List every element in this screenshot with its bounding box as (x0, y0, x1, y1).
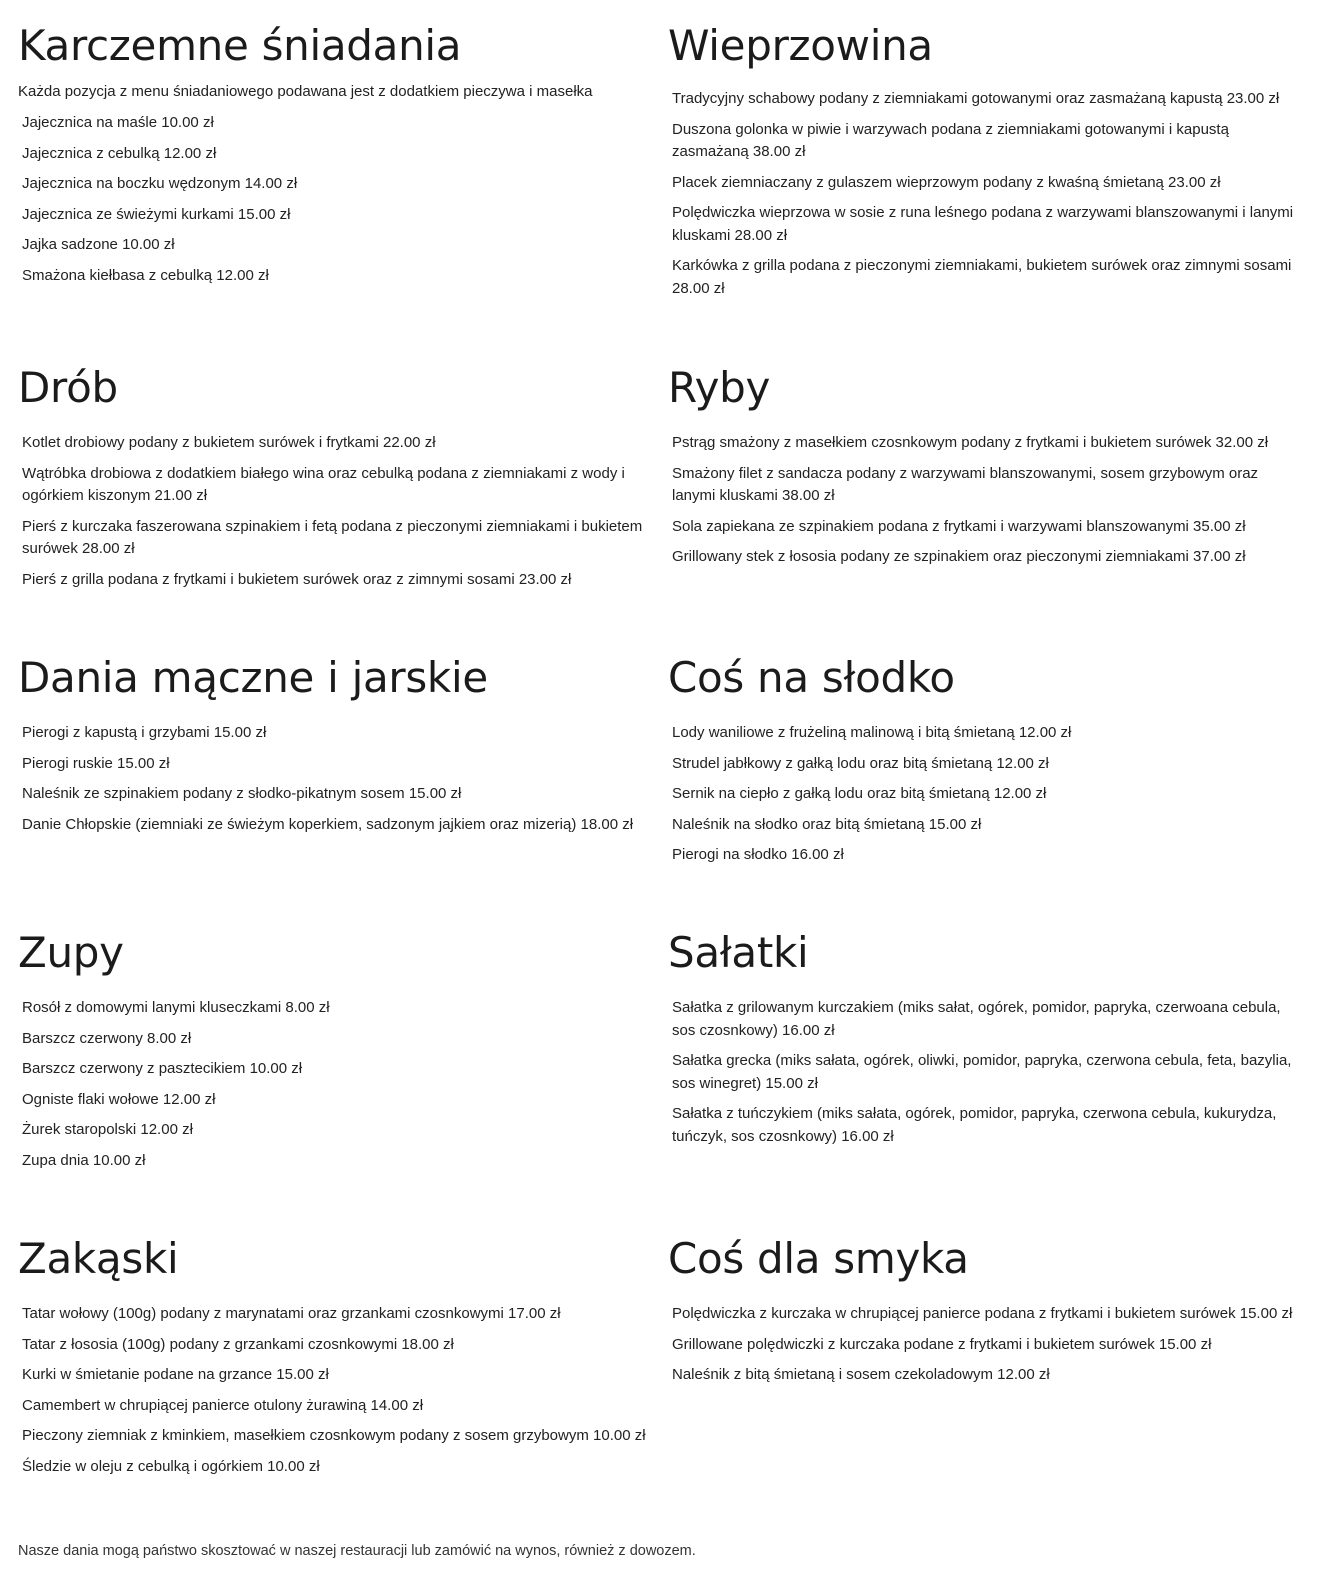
section-title: Coś dla smyka (668, 1234, 969, 1283)
menu-item: Lody waniliowe z frużeliną malinową i bitą śmietaną 12.00 zł (672, 724, 1072, 741)
menu-item: Tradycyjny schabowy podany z ziemniakami gotowanymi oraz zasmażaną kapustą 23.00 zł (672, 90, 1280, 107)
menu-item: Jajecznica ze świeżymi kurkami 15.00 zł (22, 205, 291, 223)
menu-item: Naleśnik na słodko oraz bitą śmietaną 15.00 zł (672, 815, 982, 833)
menu-item: Barszcz czerwony 8.00 zł (22, 1029, 192, 1047)
menu-item: Naleśnik z bitą śmietaną i sosem czekoladowym 12.00 zł (672, 1366, 1050, 1383)
menu-item: Wątróbka drobiowa z dodatkiem białego wina oraz cebulką podana z ziemniakami z wody i ogórkiem kiszonym 21.00 zł (22, 464, 625, 504)
menu-item: Zupa dnia 10.00 zł (22, 1151, 146, 1169)
menu-item: Pierogi na słodko 16.00 zł (672, 846, 844, 863)
menu-list (18, 997, 648, 1172)
menu-item: Sernik na ciepło z gałką lodu oraz bitą śmietaną 12.00 zł (672, 785, 1047, 802)
menu-item: Sałatka z tuńczykiem (miks sałata, ogórek, pomidor, papryka, czerwona cebula, kukurydza, tuńczyk, sos czosnkowy) 16.00 zł (672, 1105, 1277, 1145)
menu-item: Pierogi ruskie 15.00 zł (22, 754, 170, 772)
footer-note: Nasze dania mogą państwo skosztować w naszej restauracji lub zamówić na wynos, również z dowozem. (18, 1543, 696, 1559)
menu-item: Polędwiczka wieprzowa w sosie z runa leśnego podana z warzywami blanszowanymi i lanymi kluskami 28.00 zł (672, 204, 1294, 244)
menu-item: Jajecznica z cebulką 12.00 zł (22, 144, 217, 162)
menu-item: Polędwiczka z kurczaka w chrupiącej panierce podana z frytkami i bukietem surówek 15.00 zł (672, 1305, 1293, 1322)
menu-list (668, 722, 1298, 867)
menu-item: Naleśnik ze szpinakiem podany z słodko-pikatnym sosem 15.00 zł (22, 785, 462, 802)
menu-item: Rosół z domowymi lanymi kluseczkami 8.00 zł (22, 999, 330, 1016)
section-appetizers (18, 1233, 648, 1486)
section-title: Ryby (668, 363, 771, 412)
menu-item: Camembert w chrupiącej panierce otulony żurawiną 14.00 zł (22, 1396, 424, 1414)
section-title: Coś na słodko (668, 653, 955, 702)
menu-item: Jajka sadzone 10.00 zł (22, 236, 175, 253)
section-title: Zupy (18, 928, 124, 977)
menu-item: Pierogi z kapustą i grzybami 15.00 zł (22, 724, 267, 741)
menu-item: Jajecznica na maśle 10.00 zł (22, 114, 214, 131)
menu-item: Smażona kiełbasa z cebulką 12.00 zł (22, 266, 269, 284)
menu-item: Grillowane polędwiczki z kurczaka podane z frytkami i bukietem surówek 15.00 zł (672, 1335, 1212, 1353)
section-soups (18, 927, 648, 1180)
menu-item: Pstrąg smażony z masełkiem czosnkowym podany z frytkami i bukietem surówek 32.00 zł (672, 434, 1269, 451)
section-title: Karczemne śniadania (18, 21, 462, 70)
section-fish (668, 362, 1298, 577)
section-salads (668, 927, 1298, 1156)
section-title: Zakąski (18, 1234, 179, 1283)
section-flour-vegetarian (18, 652, 648, 844)
menu-item: Duszona golonka w piwie i warzywach podana z ziemniakami gotowanymi i kapustą zasmażaną 38.00 zł (672, 120, 1229, 160)
menu-list (668, 1303, 1298, 1387)
section-title: Sałatki (668, 928, 809, 977)
menu-item: Sałatka grecka (miks sałata, ogórek, oliwki, pomidor, papryka, czerwona cebula, feta, bazylia, sos winegret) 15.00 zł (672, 1052, 1292, 1092)
menu-item: Kurki w śmietanie podane na grzance 15.00 zł (22, 1366, 329, 1383)
section-poultry (18, 362, 648, 599)
menu-item: Kotlet drobiowy podany z bukietem surówek i frytkami 22.00 zł (22, 434, 436, 451)
menu-item: Ogniste flaki wołowe 12.00 zł (22, 1090, 216, 1108)
menu-list (18, 432, 648, 591)
section-desserts (668, 652, 1298, 875)
section-title: Dania mączne i jarskie (18, 653, 488, 702)
menu-item: Strudel jabłkowy z gałką lodu oraz bitą śmietaną 12.00 zł (672, 754, 1049, 772)
menu-list (668, 88, 1298, 300)
menu-item: Tatar z łososia (100g) podany z grzankami czosnkowymi 18.00 zł (22, 1335, 454, 1353)
menu-item: Pierś z kurczaka faszerowana szpinakiem i fetą podana z pieczonymi ziemniakami i bukietem surówek 28.00 zł (22, 517, 643, 557)
section-title: Drób (18, 363, 118, 412)
menu-item: Żurek staropolski 12.00 zł (22, 1121, 193, 1138)
menu-list (18, 722, 648, 836)
menu-item: Sola zapiekana ze szpinakiem podana z frytkami i warzywami blanszowanymi 35.00 zł (672, 517, 1246, 535)
menu-item: Pierś z grilla podana z frytkami i bukietem surówek oraz z zimnymi sosami 23.00 zł (22, 570, 572, 588)
menu-item: Placek ziemniaczany z gulaszem wieprzowym podany z kwaśną śmietaną 23.00 zł (672, 173, 1221, 191)
menu-list (668, 432, 1298, 569)
menu-item: Smażony filet z sandacza podany z warzywami blanszowanymi, sosem grzybowym oraz lanymi kluskami 38.00 zł (672, 464, 1259, 504)
menu-list (18, 112, 648, 287)
menu-item: Grillowany stek z łososia podany ze szpinakiem oraz pieczonymi ziemniakami 37.00 zł (672, 548, 1246, 565)
menu-item: Barszcz czerwony z pasztecikiem 10.00 zł (22, 1060, 303, 1077)
menu-item: Danie Chłopskie (ziemniaki ze świeżym koperkiem, sadzonym jajkiem oraz mizerią) 18.00 zł (22, 815, 634, 833)
section-intro: Każda pozycja z menu śniadaniowego podawana jest z dodatkiem pieczywa i masełka (18, 83, 593, 100)
menu-item: Jajecznica na boczku wędzonym 14.00 zł (22, 175, 298, 192)
section-breakfast (18, 20, 648, 295)
menu-item: Pieczony ziemniak z kminkiem, masełkiem czosnkowym podany z sosem grzybowym 10.00 zł (22, 1427, 646, 1444)
section-pork (668, 20, 1298, 308)
menu-item: Tatar wołowy (100g) podany z marynatami oraz grzankami czosnkowymi 17.00 zł (22, 1305, 561, 1322)
menu-item: Śledzie w oleju z cebulką i ogórkiem 10.00 zł (22, 1457, 320, 1475)
section-title: Wieprzowina (668, 21, 933, 70)
menu-list (18, 1303, 648, 1478)
menu-item: Karkówka z grilla podana z pieczonymi ziemniakami, bukietem surówek oraz zimnymi sosami 28.00 zł (672, 257, 1292, 297)
menu-item: Sałatka z grilowanym kurczakiem (miks sałat, ogórek, pomidor, papryka, czerwoana cebula, sos czosnkowy) 16.00 zł (672, 999, 1281, 1039)
menu-list (668, 997, 1298, 1148)
section-kids (668, 1233, 1298, 1395)
